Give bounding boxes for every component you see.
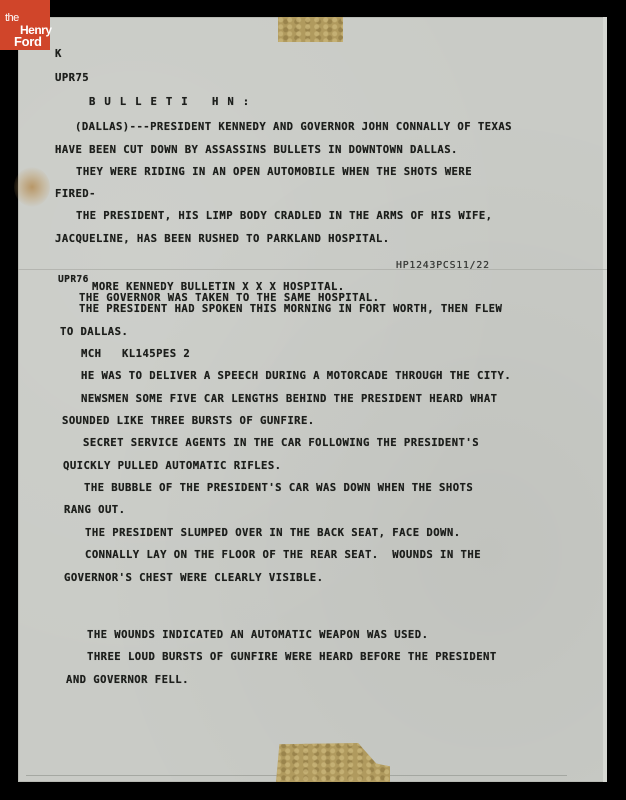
logo-text-henry: Henry (20, 23, 52, 37)
paragraph-line: AND GOVERNOR FELL. (66, 674, 189, 686)
paragraph-line: CONNALLY LAY ON THE FLOOR OF THE REAR SEAT. WOUNDS IN THE (85, 549, 482, 561)
paragraph-line: FIRED- (55, 188, 96, 200)
logo-text-ford: Ford (14, 34, 42, 49)
line-message-id: UPR75 (55, 72, 90, 84)
henry-ford-logo (0, 0, 50, 50)
paragraph-line: (DALLAS)---PRESIDENT KENNEDY AND GOVERNOR JOHN CONNALLY OF TEXAS (75, 121, 512, 133)
paper-edge (603, 17, 607, 782)
line-transmission-stamp: HP1243PCS11/22 (396, 260, 490, 271)
paragraph-line: NEWSMEN SOME FIVE CAR LENGTHS BEHIND THE PRESIDENT HEARD WHAT (81, 393, 498, 405)
paragraph-line: THE PRESIDENT HAD SPOKEN THIS MORNING IN FORT WORTH, THEN FLEW (79, 303, 503, 315)
line-bulletin-heading: BULLETI HN: (89, 96, 259, 108)
paragraph-line: MORE KENNEDY BULLETIN X X X HOSPITAL. (92, 281, 345, 293)
adhesive-tape-top (278, 17, 343, 42)
paragraph-line: GOVERNOR'S CHEST WERE CLEARLY VISIBLE. (64, 572, 324, 584)
paragraph-line: THE GOVERNOR WAS TAKEN TO THE SAME HOSPITAL. (79, 292, 380, 304)
logo-text-the: the (5, 12, 19, 24)
line-routing-code: K (55, 48, 62, 60)
paragraph-line: THEY WERE RIDING IN AN OPEN AUTOMOBILE WHEN THE SHOTS WERE (76, 166, 473, 178)
paragraph-line: RANG OUT. (64, 504, 126, 516)
paragraph-line: HE WAS TO DELIVER A SPEECH DURING A MOTORCADE THROUGH THE CITY. (81, 370, 512, 382)
paragraph-line: THREE LOUD BURSTS OF GUNFIRE WERE HEARD BEFORE THE PRESIDENT (87, 651, 497, 663)
paragraph-line: TO DALLAS. (60, 326, 129, 338)
paragraph-line: THE PRESIDENT SLUMPED OVER IN THE BACK SEAT, FACE DOWN. (85, 527, 461, 539)
paragraph-line: SOUNDED LIKE THREE BURSTS OF GUNFIRE. (62, 415, 315, 427)
paragraph-line: THE BUBBLE OF THE PRESIDENT'S CAR WAS DOWN WHEN THE SHOTS (84, 482, 474, 494)
paragraph-line: THE PRESIDENT, HIS LIMP BODY CRADLED IN THE ARMS OF HIS WIFE, (76, 210, 493, 222)
line-message-id: UPR76 (58, 274, 89, 285)
paragraph-line: SECRET SERVICE AGENTS IN THE CAR FOLLOWING THE PRESIDENT'S (83, 437, 480, 449)
paper-fold-line (18, 269, 607, 270)
paragraph-line: JACQUELINE, HAS BEEN RUSHED TO PARKLAND HOSPITAL. (55, 233, 390, 245)
paper-stain (14, 167, 50, 207)
paragraph-line: HAVE BEEN CUT DOWN BY ASSASSINS BULLETS IN DOWNTOWN DALLAS. (55, 144, 458, 156)
line-routing-code: MCH KL145PES 2 (81, 348, 191, 360)
paragraph-line: QUICKLY PULLED AUTOMATIC RIFLES. (63, 460, 282, 472)
paragraph-line: THE WOUNDS INDICATED AN AUTOMATIC WEAPON WAS USED. (87, 629, 429, 641)
